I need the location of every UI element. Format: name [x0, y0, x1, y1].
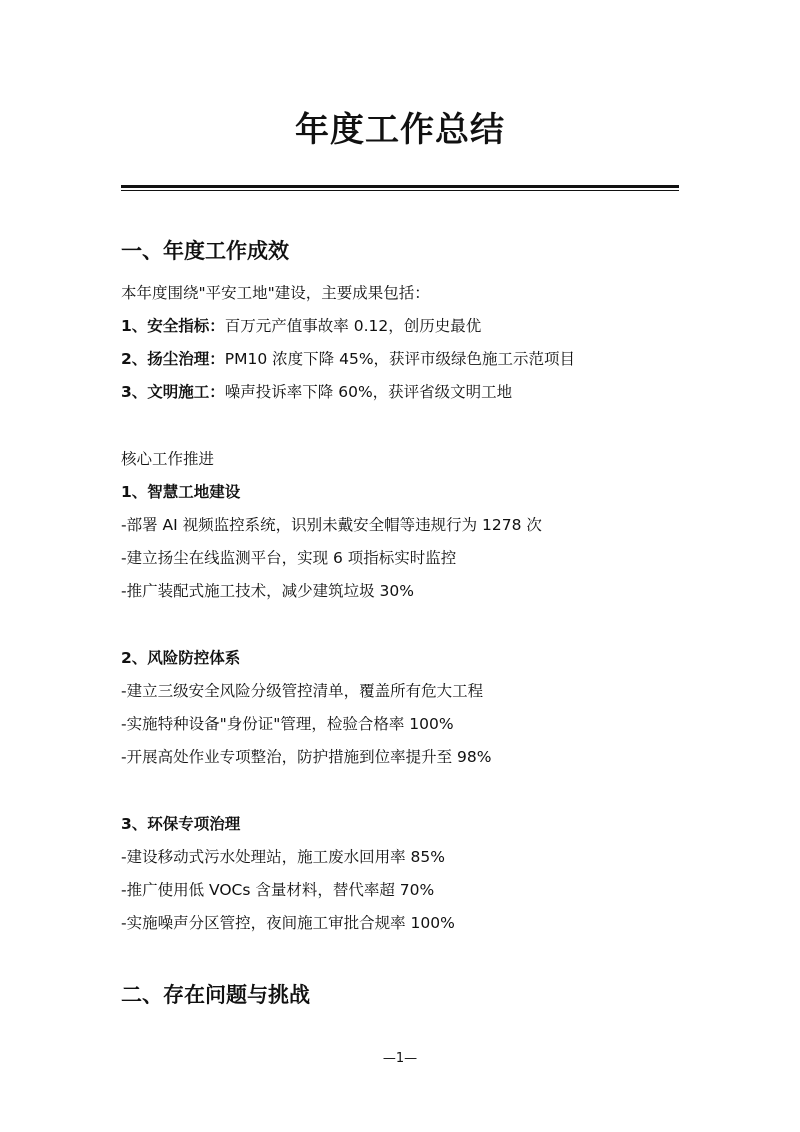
list-item: -建立扬尘在线监测平台，实现 6 项指标实时监控	[121, 549, 457, 567]
result-item-safety	[121, 315, 481, 337]
list-item: -开展高处作业专项整治，防护措施到位率提升至 98%	[121, 748, 492, 766]
result-text: 百万元产值事故率 0.12，创历史最优	[224, 317, 482, 335]
title-divider-thick	[121, 185, 679, 188]
list-item: -推广使用低 VOCs 含量材料，替代率超 70%	[121, 881, 435, 899]
result-label: 2、扬尘治理：	[121, 350, 225, 368]
result-item-civil	[121, 381, 512, 403]
group-title-smart-site: 1、智慧工地建设	[121, 483, 241, 501]
list-item: -推广装配式施工技术，减少建筑垃圾 30%	[121, 582, 414, 600]
list-item: -建设移动式污水处理站，施工废水回用率 85%	[121, 848, 445, 866]
group-title-risk-control: 2、风险防控体系	[121, 649, 241, 667]
title-divider-thin	[121, 190, 679, 191]
section-heading-problems: 二、存在问题与挑战	[121, 983, 310, 1007]
page-number: —1—	[382, 1051, 418, 1066]
list-item: -实施特种设备"身份证"管理，检验合格率 100%	[121, 715, 454, 733]
list-item: -实施噪声分区管控，夜间施工审批合规率 100%	[121, 914, 455, 932]
list-item: -建立三级安全风险分级管控清单，覆盖所有危大工程	[121, 682, 484, 700]
result-text: PM10 浓度下降 45%，获评市级绿色施工示范项目	[224, 350, 576, 368]
section-heading-results: 一、年度工作成效	[121, 239, 289, 263]
intro-paragraph: 本年度围绕"平安工地"建设，主要成果包括：	[121, 284, 430, 302]
list-item: -部署 AI 视频监控系统，识别未戴安全帽等违规行为 1278 次	[121, 516, 542, 534]
core-work-heading: 核心工作推进	[121, 450, 215, 468]
result-label: 3、文明施工：	[121, 383, 225, 401]
result-text: 噪声投诉率下降 60%，获评省级文明工地	[224, 383, 513, 401]
result-label: 1、安全指标：	[121, 317, 225, 335]
document-title: 年度工作总结	[295, 110, 505, 150]
result-item-dust	[121, 348, 575, 370]
group-title-environment: 3、环保专项治理	[121, 815, 241, 833]
